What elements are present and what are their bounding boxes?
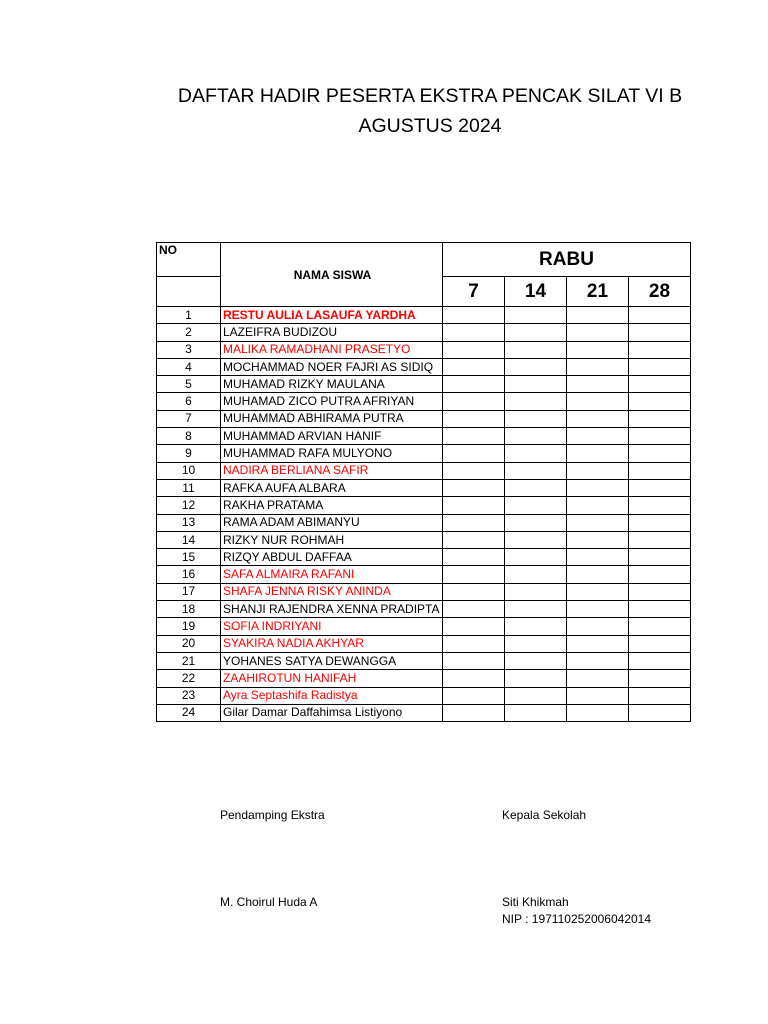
attendance-cell — [629, 428, 691, 445]
student-name: RIZKY NUR ROHMAH — [221, 531, 443, 548]
student-name: SOFIA INDRIYANI — [221, 618, 443, 635]
table-row — [157, 601, 691, 618]
table-row — [157, 566, 691, 583]
header-no: NO — [157, 243, 221, 277]
row-number: 11 — [157, 479, 221, 496]
attendance-cell — [443, 514, 505, 531]
attendance-cell — [443, 341, 505, 358]
attendance-cell — [443, 549, 505, 566]
attendance-cell — [567, 445, 629, 462]
student-name: MUHAMMAD RAFA MULYONO — [221, 445, 443, 462]
right-signature-role: Kepala Sekolah — [502, 808, 587, 822]
attendance-cell — [567, 583, 629, 600]
attendance-cell — [629, 497, 691, 514]
attendance-cell — [629, 514, 691, 531]
attendance-cell — [505, 479, 567, 496]
attendance-cell — [629, 376, 691, 393]
row-number: 5 — [157, 376, 221, 393]
attendance-cell — [567, 358, 629, 375]
table-row — [157, 652, 691, 669]
attendance-cell — [505, 566, 567, 583]
table-row — [157, 445, 691, 462]
attendance-cell — [567, 652, 629, 669]
attendance-cell — [443, 583, 505, 600]
attendance-cell — [505, 652, 567, 669]
row-number: 3 — [157, 341, 221, 358]
table-row — [157, 410, 691, 427]
student-name: MUHAMAD ZICO PUTRA AFRIYAN — [221, 393, 443, 410]
student-name: MUHAMMAD ABHIRAMA PUTRA — [221, 410, 443, 427]
attendance-cell — [629, 445, 691, 462]
row-number: 10 — [157, 462, 221, 479]
attendance-cell — [629, 670, 691, 687]
attendance-cell — [567, 514, 629, 531]
row-number: 14 — [157, 531, 221, 548]
student-name: SAFA ALMAIRA RAFANI — [221, 566, 443, 583]
table-row — [157, 428, 691, 445]
right-signature-nip: NIP : 197110252006042014 — [502, 912, 652, 926]
attendance-cell — [629, 549, 691, 566]
attendance-cell — [629, 687, 691, 704]
table-row — [157, 497, 691, 514]
table-row — [157, 531, 691, 548]
row-number: 13 — [157, 514, 221, 531]
attendance-cell — [629, 479, 691, 496]
left-signature-name: M. Choirul Huda A — [220, 895, 318, 909]
header-no-blank — [157, 277, 221, 307]
student-name: RAKHA PRATAMA — [221, 497, 443, 514]
attendance-cell — [443, 376, 505, 393]
attendance-cell — [443, 687, 505, 704]
student-name: MALIKA RAMADHANI PRASETYO — [221, 341, 443, 358]
attendance-cell — [505, 687, 567, 704]
attendance-cell — [505, 531, 567, 548]
attendance-cell — [629, 324, 691, 341]
attendance-cell — [505, 307, 567, 324]
student-name: RESTU AULIA LASAUFA YARDHA — [221, 307, 443, 324]
student-name: RIZQY ABDUL DAFFAA — [221, 549, 443, 566]
row-number: 24 — [157, 704, 221, 721]
row-number: 23 — [157, 687, 221, 704]
row-number: 16 — [157, 566, 221, 583]
row-number: 7 — [157, 410, 221, 427]
attendance-cell — [629, 583, 691, 600]
table-row — [157, 583, 691, 600]
attendance-cell — [505, 428, 567, 445]
table-row — [157, 393, 691, 410]
attendance-cell — [505, 376, 567, 393]
table-row — [157, 479, 691, 496]
attendance-cell — [443, 670, 505, 687]
attendance-cell — [567, 462, 629, 479]
attendance-cell — [505, 445, 567, 462]
student-name: MUHAMAD RIZKY MAULANA — [221, 376, 443, 393]
row-number: 12 — [157, 497, 221, 514]
attendance-cell — [505, 341, 567, 358]
attendance-cell — [567, 497, 629, 514]
student-name: YOHANES SATYA DEWANGGA — [221, 652, 443, 669]
table-row — [157, 635, 691, 652]
attendance-cell — [567, 549, 629, 566]
attendance-cell — [505, 358, 567, 375]
row-number: 4 — [157, 358, 221, 375]
attendance-cell — [505, 618, 567, 635]
attendance-cell — [567, 618, 629, 635]
row-number: 8 — [157, 428, 221, 445]
student-name: Gilar Damar Daffahimsa Listiyono — [221, 704, 443, 721]
table-row — [157, 462, 691, 479]
attendance-cell — [505, 410, 567, 427]
row-number: 9 — [157, 445, 221, 462]
attendance-cell — [567, 601, 629, 618]
table-row — [157, 670, 691, 687]
attendance-cell — [443, 635, 505, 652]
table-row — [157, 358, 691, 375]
attendance-cell — [629, 393, 691, 410]
attendance-cell — [629, 618, 691, 635]
attendance-cell — [567, 670, 629, 687]
attendance-cell — [567, 376, 629, 393]
student-name: RAMA ADAM ABIMANYU — [221, 514, 443, 531]
attendance-cell — [443, 410, 505, 427]
attendance-cell — [629, 635, 691, 652]
header-date-4: 28 — [629, 277, 691, 307]
attendance-cell — [505, 704, 567, 721]
attendance-cell — [629, 601, 691, 618]
attendance-cell — [567, 324, 629, 341]
attendance-cell — [629, 462, 691, 479]
student-name: ZAAHIROTUN HANIFAH — [221, 670, 443, 687]
attendance-cell — [567, 341, 629, 358]
attendance-cell — [505, 601, 567, 618]
attendance-cell — [443, 479, 505, 496]
student-name: SYAKIRA NADIA AKHYAR — [221, 635, 443, 652]
attendance-cell — [443, 324, 505, 341]
attendance-cell — [505, 583, 567, 600]
row-number: 21 — [157, 652, 221, 669]
attendance-cell — [505, 324, 567, 341]
attendance-cell — [629, 704, 691, 721]
table-row — [157, 618, 691, 635]
attendance-cell — [443, 445, 505, 462]
attendance-cell — [567, 307, 629, 324]
attendance-cell — [443, 497, 505, 514]
attendance-cell — [567, 410, 629, 427]
attendance-cell — [505, 393, 567, 410]
attendance-cell — [629, 566, 691, 583]
table-row — [157, 376, 691, 393]
attendance-cell — [505, 462, 567, 479]
student-name: SHANJI RAJENDRA XENNA PRADIPTA — [221, 601, 443, 618]
attendance-cell — [505, 549, 567, 566]
attendance-cell — [443, 566, 505, 583]
table-row — [157, 324, 691, 341]
attendance-cell — [567, 635, 629, 652]
student-name: MOCHAMMAD NOER FAJRI AS SIDIQ — [221, 358, 443, 375]
attendance-cell — [567, 687, 629, 704]
header-date-3: 21 — [567, 277, 629, 307]
attendance-cell — [629, 358, 691, 375]
attendance-cell — [567, 566, 629, 583]
right-signature-name: Siti Khikmah — [502, 895, 569, 909]
row-number: 20 — [157, 635, 221, 652]
attendance-cell — [443, 531, 505, 548]
table-row — [157, 549, 691, 566]
attendance-cell — [567, 393, 629, 410]
table-row — [157, 307, 691, 324]
attendance-cell — [443, 618, 505, 635]
header-date-1: 7 — [443, 277, 505, 307]
attendance-cell — [505, 670, 567, 687]
table-row — [157, 341, 691, 358]
table-row — [157, 687, 691, 704]
attendance-cell — [443, 358, 505, 375]
attendance-cell — [567, 704, 629, 721]
attendance-cell — [443, 307, 505, 324]
attendance-cell — [567, 531, 629, 548]
header-rabu: RABU — [443, 243, 691, 277]
attendance-cell — [629, 410, 691, 427]
student-name: Ayra Septashifa Radistya — [221, 687, 443, 704]
attendance-cell — [505, 635, 567, 652]
document-subtitle: AGUSTUS 2024 — [358, 115, 502, 137]
table-row — [157, 514, 691, 531]
row-number: 15 — [157, 549, 221, 566]
attendance-cell — [505, 497, 567, 514]
header-date-2: 14 — [505, 277, 567, 307]
attendance-cell — [443, 601, 505, 618]
attendance-cell — [505, 514, 567, 531]
row-number: 6 — [157, 393, 221, 410]
table-row — [157, 704, 691, 721]
student-name: MUHAMMAD ARVIAN HANIF — [221, 428, 443, 445]
attendance-cell — [629, 652, 691, 669]
row-number: 2 — [157, 324, 221, 341]
attendance-cell — [629, 307, 691, 324]
attendance-cell — [443, 704, 505, 721]
student-name: SHAFA JENNA RISKY ANINDA — [221, 583, 443, 600]
row-number: 19 — [157, 618, 221, 635]
attendance-cell — [443, 393, 505, 410]
attendance-cell — [443, 462, 505, 479]
attendance-cell — [567, 428, 629, 445]
row-number: 18 — [157, 601, 221, 618]
document-title: DAFTAR HADIR PESERTA EKSTRA PENCAK SILAT VI B — [177, 85, 683, 107]
attendance-cell — [567, 479, 629, 496]
left-signature-role: Pendamping Ekstra — [220, 808, 325, 822]
student-name: LAZEIFRA BUDIZOU — [221, 324, 443, 341]
student-name: NADIRA BERLIANA SAFIR — [221, 462, 443, 479]
attendance-cell — [443, 652, 505, 669]
attendance-cell — [629, 531, 691, 548]
row-number: 22 — [157, 670, 221, 687]
attendance-cell — [443, 428, 505, 445]
row-number: 1 — [157, 307, 221, 324]
row-number: 17 — [157, 583, 221, 600]
attendance-cell — [629, 341, 691, 358]
attendance-table — [156, 242, 691, 722]
student-name: RAFKA AUFA ALBARA — [221, 479, 443, 496]
header-name: NAMA SISWA — [221, 243, 443, 307]
